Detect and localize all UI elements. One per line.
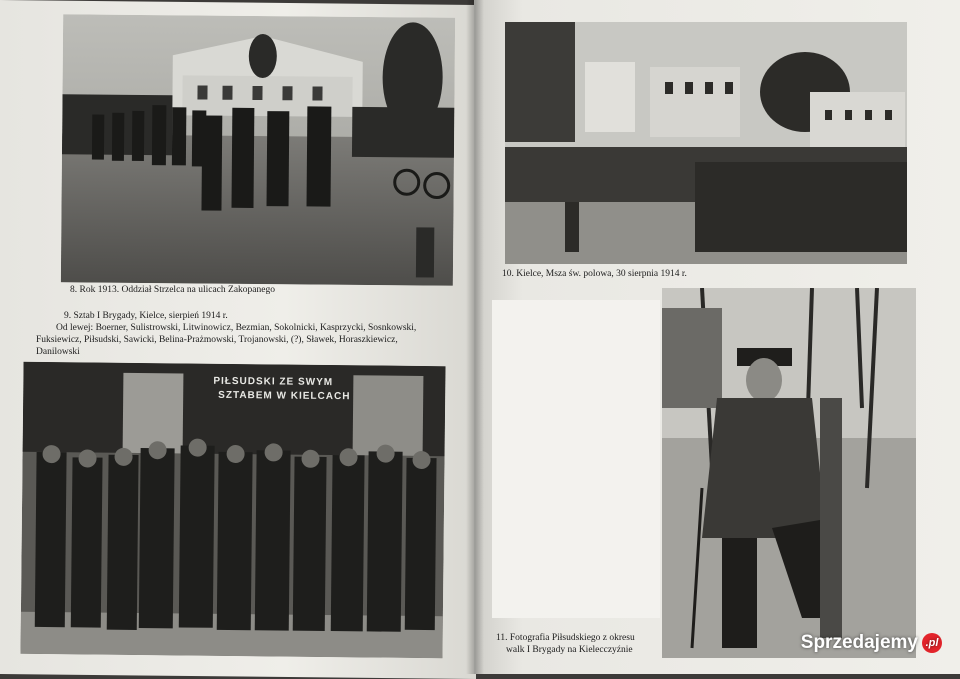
sign-line-1: PIŁSUDSKI ZE SWYM [213, 375, 334, 389]
photo-9-caption-line: Od lewej: Boerner, Sulistrowski, Litwinowicz, Bezmian, Sokolnicki, Kasprzycki, Sosnkowski, [56, 323, 417, 333]
photo-9 [20, 362, 445, 658]
photo-9-caption-line: Fuksiewicz, Piłsudski, Sawicki, Belina-Prażmowski, Trojanowski, (?), Sławek, Horaszkiewicz, [36, 335, 398, 345]
photo-8 [61, 14, 455, 285]
watermark-logo [801, 632, 942, 654]
photo-11-caption-line: 11. Fotografia Piłsudskiego z okresu [496, 633, 635, 643]
photo-11 [662, 288, 916, 658]
photo-9-caption [36, 310, 416, 358]
sign-line-2: SZTABEM W KIELCACH [218, 389, 351, 403]
photo-10-caption: 10. Kielce, Msza św. polowa, 30 sierpnia 1914 r. [502, 269, 687, 279]
photo-11-caption [496, 632, 635, 656]
blank-area [492, 300, 660, 618]
watermark-badge: .pl [922, 633, 942, 653]
photo-11-caption-line: walk I Brygady na Kielecczyźnie [506, 645, 633, 655]
watermark-text: Sprzedajemy [800, 632, 918, 653]
photo-10 [505, 22, 907, 264]
photo-9-caption-line: Danilowski [36, 347, 80, 357]
photo-8-caption: 8. Rok 1913. Oddział Strzelca na ulicach Zakopanego [70, 285, 275, 295]
book-gutter [466, 0, 484, 674]
photo-9-caption-line: 9. Sztab I Brygady, Kielce, sierpień 1914 r. [64, 311, 228, 321]
